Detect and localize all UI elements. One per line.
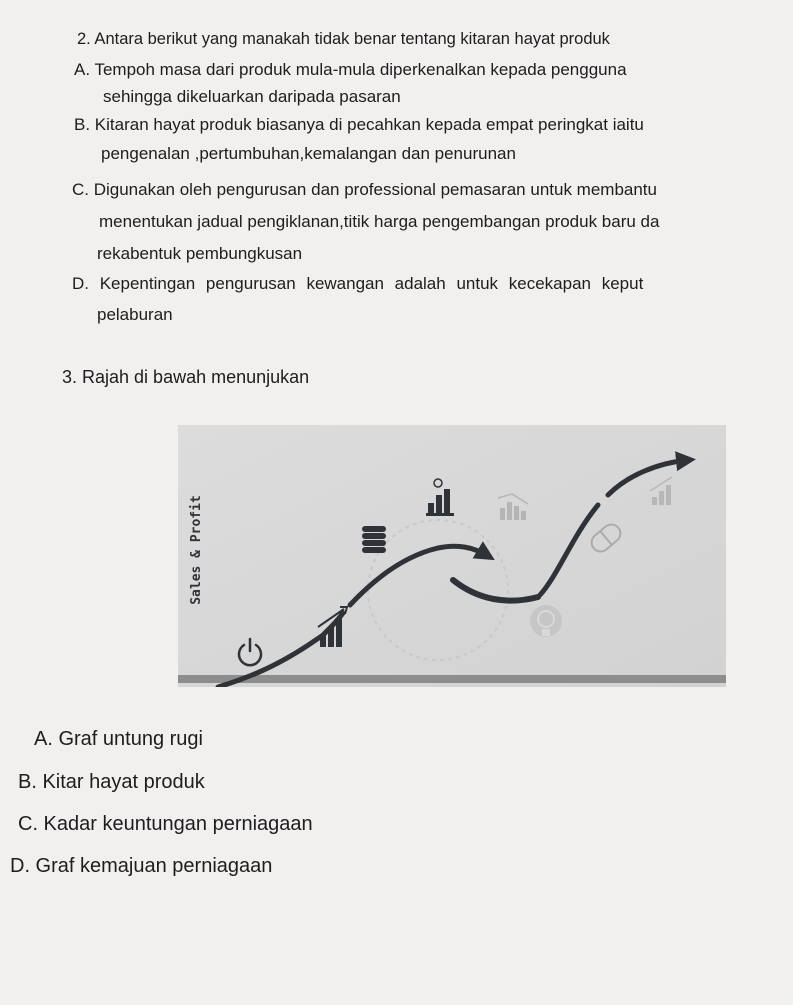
y-axis-label: Sales & Profit <box>189 495 204 605</box>
product-life-cycle-figure <box>178 425 726 687</box>
q2-option-b-line1: B. Kitaran hayat produk biasanya di pecahkan kepada empat peringkat iaitu <box>74 115 644 134</box>
q3-answer-b: B. Kitar hayat produk <box>18 771 205 793</box>
q2-option-d-line1: D. Kepentingan pengurusan kewangan adalah untuk kecekapan keput <box>72 274 644 293</box>
q2-option-c-line2: menentukan jadual pengiklanan,titik harga pengembangan produk baru da <box>99 212 660 231</box>
figure-svg <box>178 425 726 687</box>
x-axis <box>178 675 726 683</box>
q2-option-d-line2: pelaburan <box>97 305 173 324</box>
q2-option-a-line2: sehingga dikeluarkan daripada pasaran <box>103 87 401 106</box>
q3-answer-c: C. Kadar keuntungan perniagaan <box>18 813 313 835</box>
q2-option-c-line1: C. Digunakan oleh pengurusan dan professional pemasaran untuk membantu <box>72 180 657 199</box>
question-2-title: 2. Antara berikut yang manakah tidak benar tentang kitaran hayat produk <box>77 30 610 48</box>
q2-option-c-line3: rekabentuk pembungkusan <box>97 244 303 263</box>
q3-answer-a: A. Graf untung rugi <box>34 728 203 750</box>
q3-answer-d: D. Graf kemajuan perniagaan <box>10 855 273 877</box>
q2-option-b-line2: pengenalan ,pertumbuhan,kemalangan dan penurunan <box>101 144 516 163</box>
q2-option-a-line1: A. Tempoh masa dari produk mula-mula diperkenalkan kepada pengguna <box>74 60 627 79</box>
lightbulb-icon <box>530 605 562 637</box>
question-3-title: 3. Rajah di bawah menunjukan <box>62 367 310 387</box>
